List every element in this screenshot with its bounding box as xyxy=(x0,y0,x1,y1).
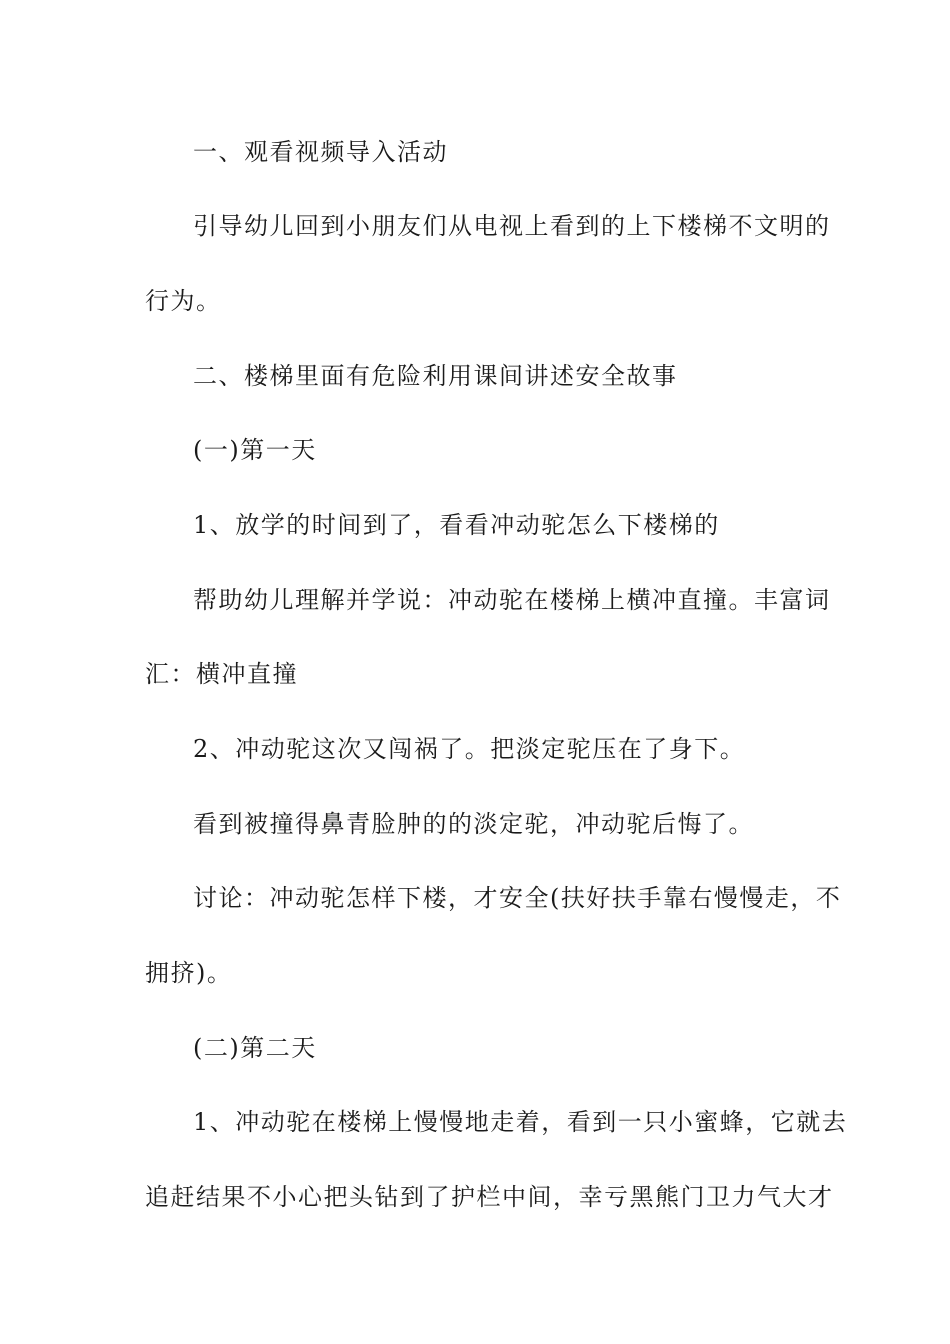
paragraph-line: 看到被撞得鼻青脸肿的的淡定驼，冲动驼后悔了。 xyxy=(193,810,754,838)
paragraph-line: 帮助幼儿理解并学说：冲动驼在楼梯上横冲直撞。丰富词 xyxy=(193,586,831,614)
paragraph-line: 行为。 xyxy=(145,287,222,315)
section-heading-2: 二、楼梯里面有危险利用课间讲述安全故事 xyxy=(193,362,678,390)
paragraph-line: 拥挤)。 xyxy=(145,959,233,987)
section-heading-1: 一、观看视频导入活动 xyxy=(193,138,448,166)
list-item: 1、冲动驼在楼梯上慢慢地走着，看到一只小蜜蜂，它就去 xyxy=(193,1108,848,1136)
subsection-heading-day2: (二)第二天 xyxy=(193,1034,317,1062)
list-item: 1、放学的时间到了，看看冲动驼怎么下楼梯的 xyxy=(193,511,720,539)
subsection-heading-day1: (一)第一天 xyxy=(193,436,317,464)
paragraph-line: 汇：横冲直撞 xyxy=(145,660,298,688)
paragraph-line: 引导幼儿回到小朋友们从电视上看到的上下楼梯不文明的 xyxy=(193,212,831,240)
paragraph-line: 讨论：冲动驼怎样下楼，才安全(扶好扶手靠右慢慢走，不 xyxy=(193,884,842,912)
paragraph-line: 追赶结果不小心把头钻到了护栏中间，幸亏黑熊门卫力气大才 xyxy=(145,1183,834,1211)
list-item: 2、冲动驼这次又闯祸了。把淡定驼压在了身下。 xyxy=(193,735,746,763)
